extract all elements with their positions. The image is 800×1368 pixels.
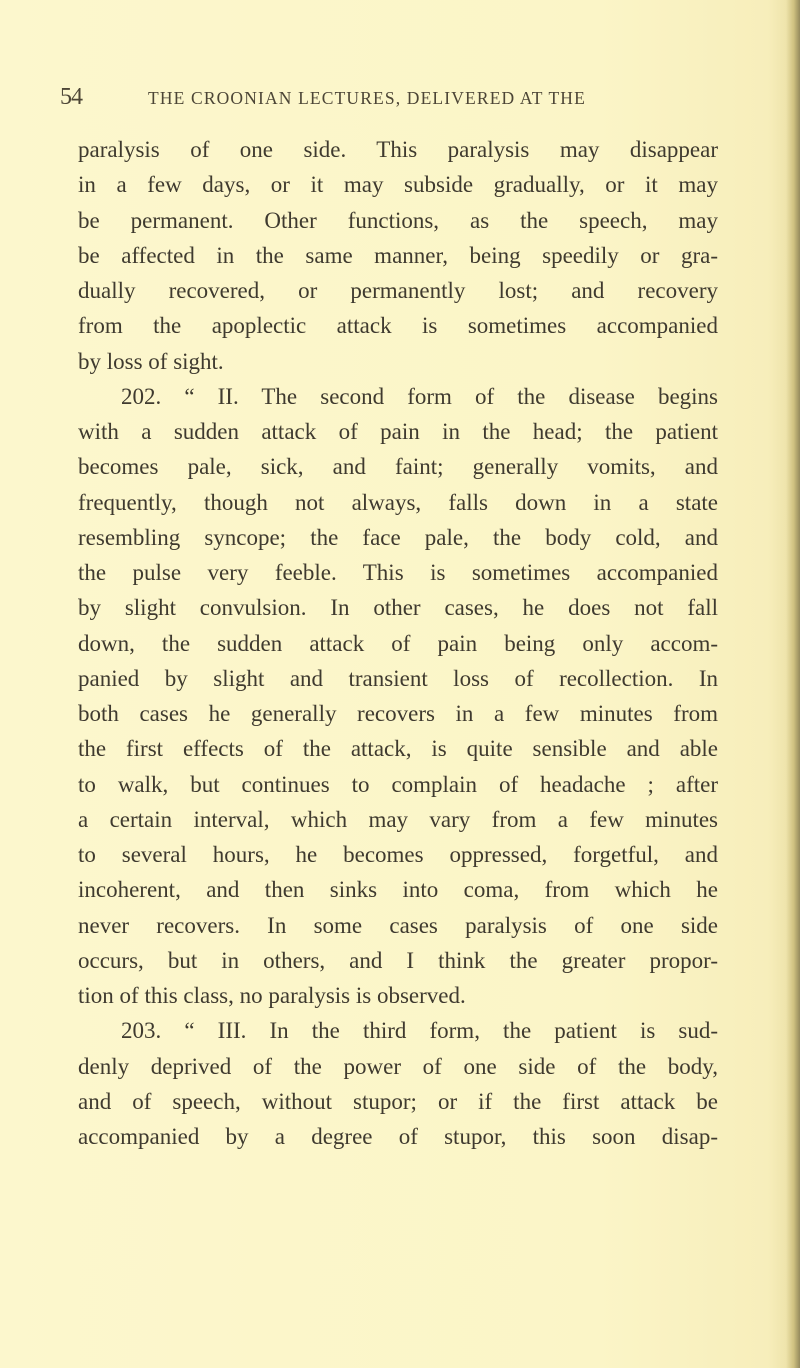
text-line: with a sudden attack of pain in the head; the patient	[78, 419, 718, 444]
body-text	[78, 132, 718, 1154]
page-edge-shadow	[786, 0, 800, 1368]
text-line: by loss of sight.	[78, 348, 224, 374]
text-line: dually recovered, or permanently lost; and recovery	[78, 278, 718, 303]
text-line: resembling syncope; the face pale, the body cold, and	[78, 524, 718, 550]
running-title: THE CROONIAN LECTURES, DELIVERED AT THE	[148, 88, 586, 108]
text-line: panied by slight and transient loss of recollection. In	[78, 665, 718, 691]
text-line: denly deprived of the power of one side of the body,	[78, 1053, 718, 1079]
text-line: tion of this class, no paralysis is observed.	[78, 983, 466, 1008]
text-line: 203. “ III. In the third form, the patient is sud-	[121, 1018, 718, 1044]
page-header	[60, 84, 700, 114]
text-line: and of speech, without stupor; or if the first attack be	[78, 1088, 718, 1114]
text-line: in a few days, or it may subside gradually, or it may	[78, 172, 718, 198]
text-line: be permanent. Other functions, as the speech, may	[78, 207, 718, 233]
text-line: occurs, but in others, and I think the greater propor-	[78, 947, 718, 973]
text-line: by slight convulsion. In other cases, he does not fall	[78, 595, 718, 621]
text-line: paralysis of one side. This paralysis may disappear	[78, 137, 718, 162]
text-line: both cases he generally recovers in a few minutes from	[78, 701, 718, 726]
text-line: frequently, though not always, falls down in a state	[78, 489, 718, 515]
text-line: never recovers. In some cases paralysis of one side	[78, 912, 718, 938]
text-line: accompanied by a degree of stupor, this soon disap-	[78, 1124, 718, 1149]
text-line: incoherent, and then sinks into coma, from which he	[78, 877, 718, 903]
text-line: 202. “ II. The second form of the disease begins	[121, 383, 718, 409]
text-line: the pulse very feeble. This is sometimes accompanied	[78, 560, 718, 585]
page-number: 54	[60, 84, 82, 110]
text-line: down, the sudden attack of pain being only accom-	[78, 630, 718, 656]
text-line: a certain interval, which may vary from a few minutes	[78, 806, 718, 832]
text-line: from the apoplectic attack is sometimes accompanied	[78, 313, 718, 339]
text-line: the first effects of the attack, is quite sensible and able	[78, 736, 718, 762]
text-line: to walk, but continues to complain of headache ; after	[78, 771, 718, 797]
text-line: be affected in the same manner, being speedily or gra-	[78, 242, 718, 268]
text-line: becomes pale, sick, and faint; generally vomits, and	[78, 454, 718, 480]
text-line: to several hours, he becomes oppressed, forgetful, and	[78, 842, 718, 867]
